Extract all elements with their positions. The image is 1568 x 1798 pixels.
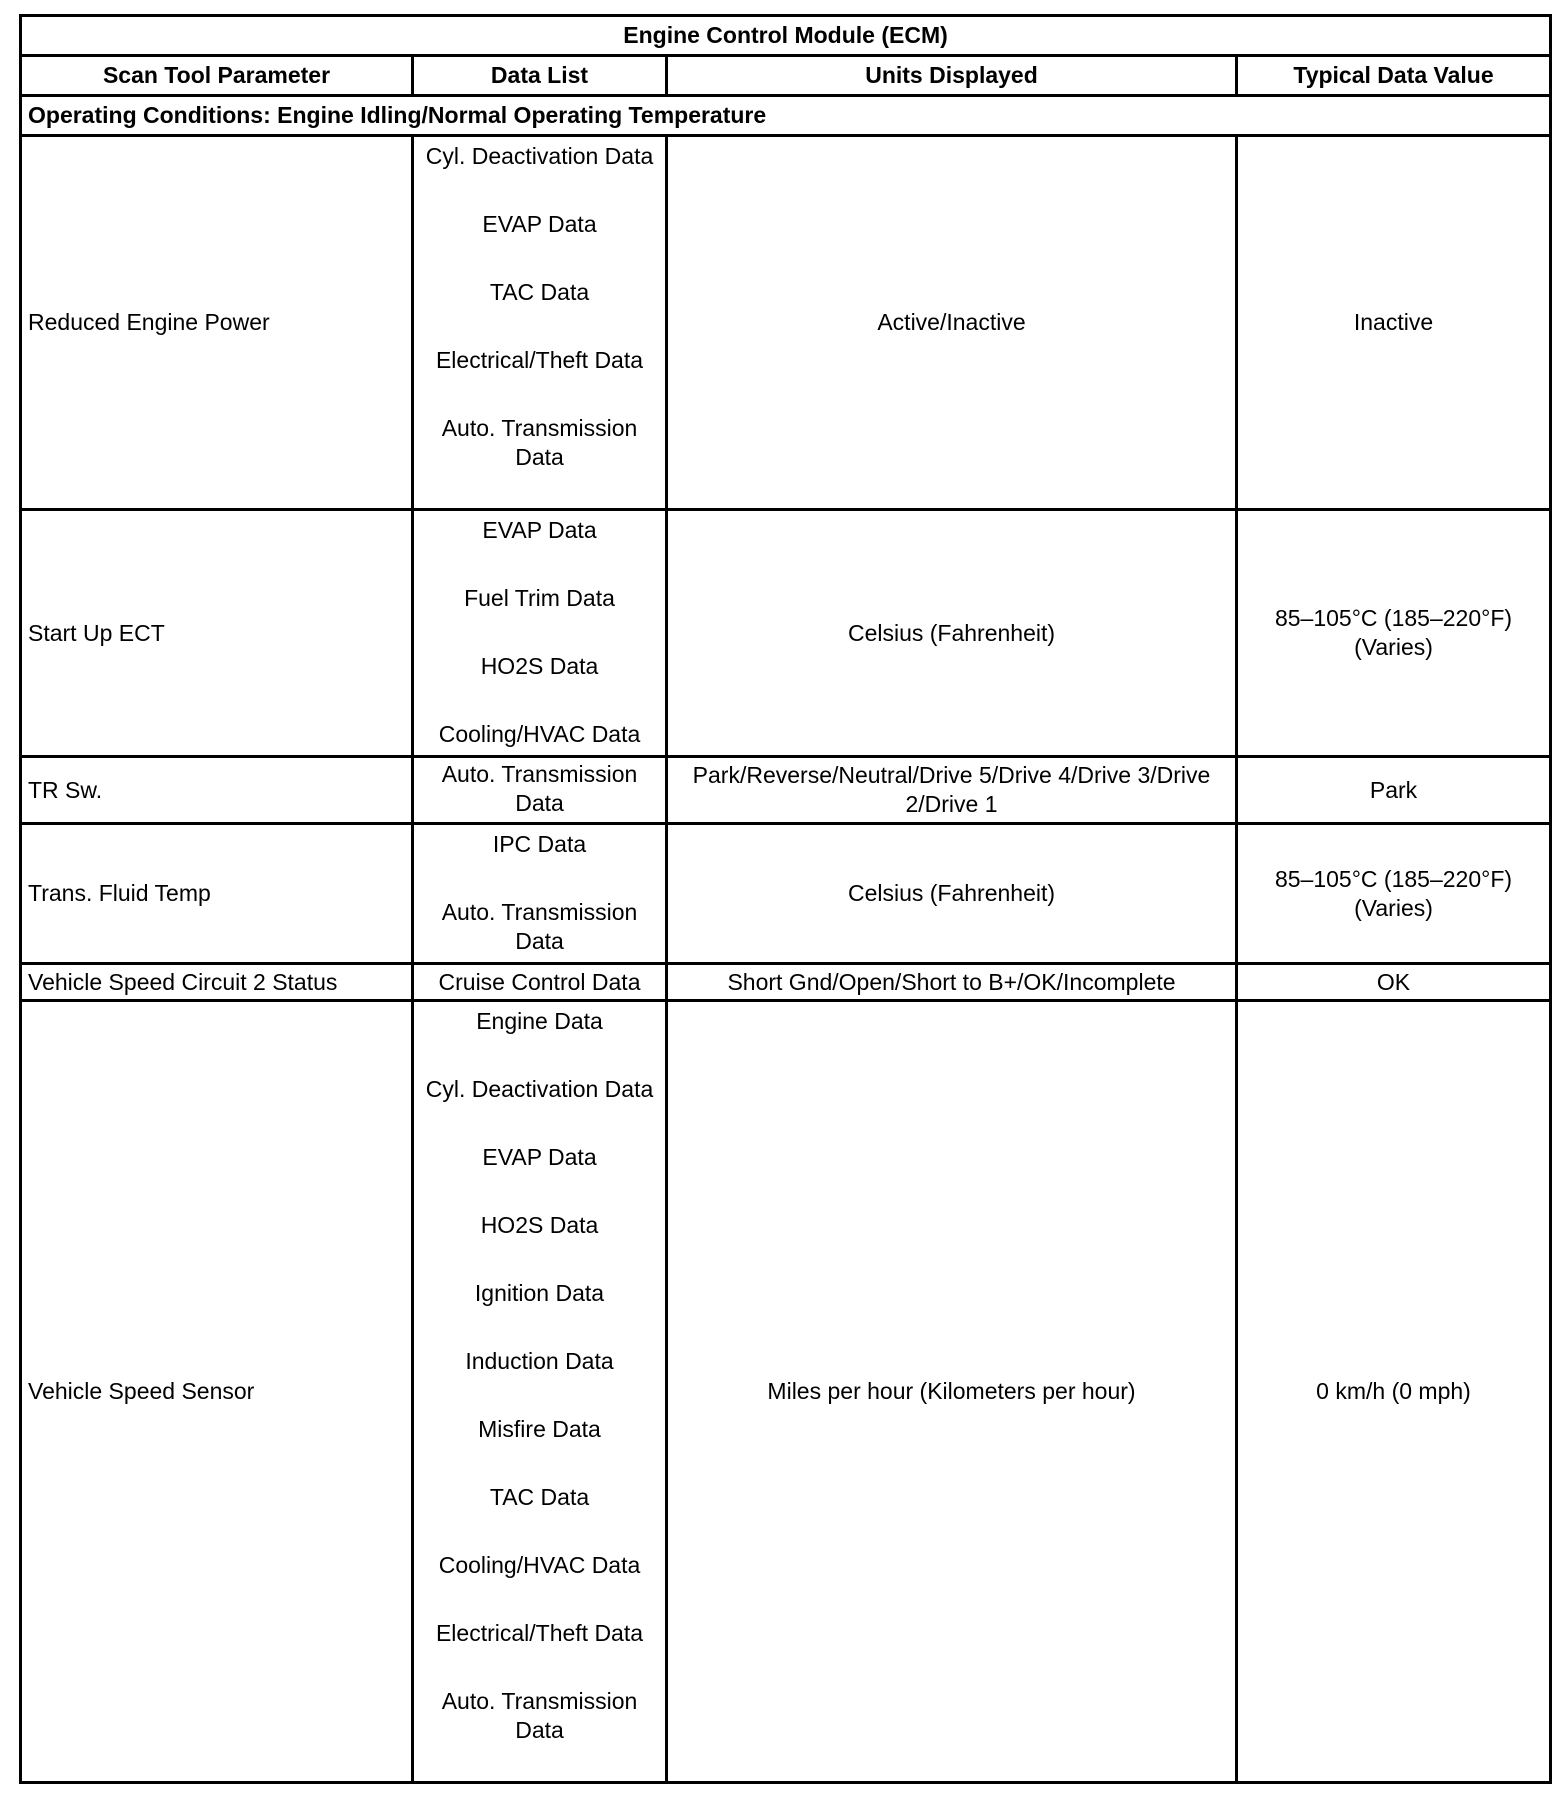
data-list-item: Cruise Control Data xyxy=(438,968,641,995)
typical-value-cell: Inactive xyxy=(1237,136,1551,510)
table-row xyxy=(21,510,1551,757)
parameter-cell: Vehicle Speed Sensor xyxy=(21,1001,413,1783)
units-cell: Active/Inactive xyxy=(667,136,1237,510)
parameter-cell: Vehicle Speed Circuit 2 Status xyxy=(21,964,413,1001)
typical-value-cell: OK xyxy=(1237,964,1551,1001)
data-list-item: Auto. Transmission Data xyxy=(441,761,638,816)
typical-value-cell: 85–105°C (185–220°F) (Varies) xyxy=(1237,510,1551,757)
data-list-cell xyxy=(413,136,667,510)
units-cell: Miles per hour (Kilometers per hour) xyxy=(667,1001,1237,1783)
data-list-item: Electrical/Theft Data xyxy=(435,347,644,373)
table-title: Engine Control Module (ECM) xyxy=(21,16,1551,56)
header-typical-data-value: Typical Data Value xyxy=(1237,56,1551,96)
typical-value-cell: 85–105°C (185–220°F) (Varies) xyxy=(1237,824,1551,964)
data-list-item: TAC Data xyxy=(489,1484,590,1510)
data-list-item: Induction Data xyxy=(465,1348,614,1374)
table-row xyxy=(21,964,1551,1001)
table-row xyxy=(21,757,1551,824)
data-list-item: Cooling/HVAC Data xyxy=(438,1552,641,1578)
data-list-item: Ignition Data xyxy=(474,1280,605,1306)
data-list-item: Engine Data xyxy=(476,1008,603,1034)
header-data-list: Data List xyxy=(413,56,667,96)
table-title-row xyxy=(21,16,1551,56)
header-units-displayed: Units Displayed xyxy=(667,56,1237,96)
data-list-item: IPC Data xyxy=(492,831,587,857)
data-list-cell xyxy=(413,1001,667,1783)
data-list-item: Auto. Transmission Data xyxy=(441,899,638,954)
units-cell: Celsius (Fahrenheit) xyxy=(667,824,1237,964)
typical-value-cell: 0 km/h (0 mph) xyxy=(1237,1001,1551,1783)
ecm-data-table xyxy=(19,14,1552,1784)
typical-value-cell: Park xyxy=(1237,757,1551,824)
parameter-cell: Trans. Fluid Temp xyxy=(21,824,413,964)
units-cell: Celsius (Fahrenheit) xyxy=(667,510,1237,757)
data-list-item: Fuel Trim Data xyxy=(464,585,615,611)
data-list-item: Auto. Transmission Data xyxy=(441,1688,638,1743)
parameter-cell: TR Sw. xyxy=(21,757,413,824)
data-list-item: Electrical/Theft Data xyxy=(435,1620,644,1646)
table-row xyxy=(21,824,1551,964)
data-list-item: Cyl. Deactivation Data xyxy=(425,143,654,169)
data-list-item: EVAP Data xyxy=(482,1144,597,1170)
data-list-item: EVAP Data xyxy=(482,517,597,543)
section-row xyxy=(21,96,1551,136)
data-list-cell xyxy=(413,964,667,1001)
data-list-item: HO2S Data xyxy=(480,653,599,679)
header-scan-tool-parameter: Scan Tool Parameter xyxy=(21,56,413,96)
data-list-item: Cyl. Deactivation Data xyxy=(425,1076,654,1102)
data-list-item: Cooling/HVAC Data xyxy=(438,721,641,747)
table-row xyxy=(21,1001,1551,1783)
data-list-cell xyxy=(413,824,667,964)
units-cell: Park/Reverse/Neutral/Drive 5/Drive 4/Drive 3/Drive 2/Drive 1 xyxy=(667,757,1237,824)
parameter-cell: Reduced Engine Power xyxy=(21,136,413,510)
data-list-item: HO2S Data xyxy=(480,1212,599,1238)
data-list-item: Auto. Transmission Data xyxy=(441,415,638,470)
data-list-item: TAC Data xyxy=(489,279,590,305)
table-row xyxy=(21,136,1551,510)
data-list-item: EVAP Data xyxy=(482,211,597,237)
data-list-cell xyxy=(413,510,667,757)
table-header-row xyxy=(21,56,1551,96)
operating-conditions: Operating Conditions: Engine Idling/Normal Operating Temperature xyxy=(21,96,1551,136)
parameter-cell: Start Up ECT xyxy=(21,510,413,757)
units-cell: Short Gnd/Open/Short to B+/OK/Incomplete xyxy=(667,964,1237,1001)
data-list-item: Misfire Data xyxy=(478,1416,601,1442)
data-list-cell xyxy=(413,757,667,824)
